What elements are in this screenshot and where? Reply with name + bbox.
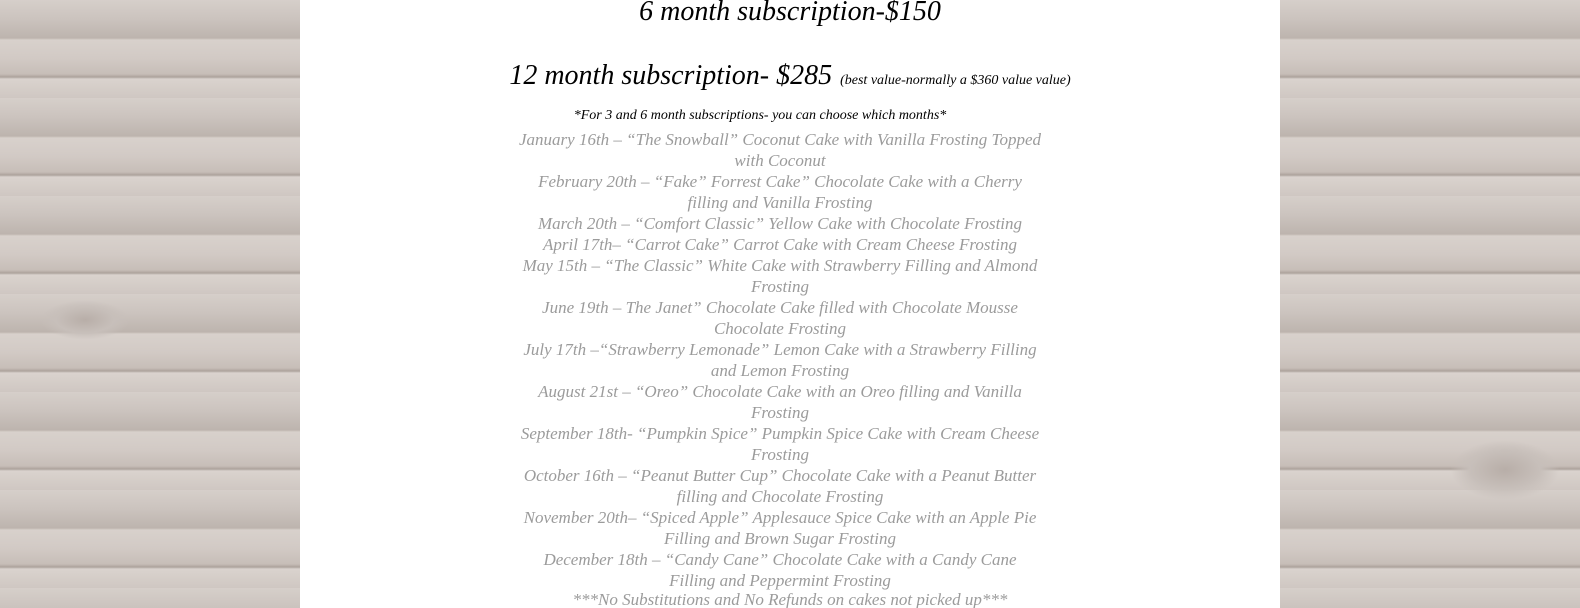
month-cake-line: January 16th – “The Snowball” Coconut Cake with Vanilla Frosting Topped [519, 130, 1041, 149]
month-cake-line-continued: filling and Vanilla Frosting [687, 193, 873, 212]
month-cake-line: April 17th– “Carrot Cake” Carrot Cake with Cream Cheese Frosting [543, 235, 1017, 254]
six-month-subscription: 6 month subscription-$150 [639, 0, 941, 27]
wood-background-left [0, 0, 300, 608]
month-cake-item [505, 171, 1055, 213]
month-cake-line-continued: Filling and Brown Sugar Frosting [663, 529, 897, 548]
month-cake-line-continued: Frosting [751, 445, 809, 464]
month-cake-line: June 19th – The Janet” Chocolate Cake filled with Chocolate Mousse [542, 298, 1018, 317]
monthly-cake-list [505, 129, 1055, 591]
month-cake-line: November 20th– “Spiced Apple” Applesauce Spice Cake with an Apple Pie [523, 508, 1037, 527]
month-cake-line-continued: Frosting [751, 403, 809, 422]
month-cake-line-continued: with Coconut [734, 151, 826, 170]
month-cake-line: February 20th – “Fake” Forrest Cake” Chocolate Cake with a Cherry [538, 172, 1022, 191]
month-cake-line-continued: Filling and Peppermint Frosting [669, 571, 891, 590]
best-value-note: (best value-normally a $360 value value) [840, 73, 1071, 88]
no-refunds-note: ***No Substitutions and No Refunds on cakes not picked up*** [572, 590, 1008, 608]
month-cake-item [505, 339, 1055, 381]
month-cake-line-continued: Frosting [751, 277, 809, 296]
twelve-month-subscription: 12 month subscription- $285 [509, 60, 833, 91]
month-cake-line-continued: and Lemon Frosting [710, 361, 850, 380]
month-cake-item [505, 234, 1055, 255]
content-panel [300, 0, 1280, 608]
month-cake-line: October 16th – “Peanut Butter Cup” Chocolate Cake with a Peanut Butter [523, 466, 1037, 485]
wood-background-right [1280, 0, 1580, 608]
month-cake-item [505, 255, 1055, 297]
month-cake-line: May 15th – “The Classic” White Cake with Strawberry Filling and Almond [522, 256, 1038, 275]
month-cake-line: March 20th – “Comfort Classic” Yellow Cake with Chocolate Frosting [537, 214, 1023, 233]
month-cake-line: August 21st – “Oreo” Chocolate Cake with an Oreo filling and Vanilla [538, 382, 1022, 401]
month-cake-line-continued: filling and Chocolate Frosting [676, 487, 884, 506]
wood-knot [1450, 440, 1560, 500]
month-cake-line: September 18th- “Pumpkin Spice” Pumpkin Spice Cake with Cream Cheese [520, 424, 1040, 443]
month-cake-item [505, 213, 1055, 234]
choose-months-note: *For 3 and 6 month subscriptions- you can choose which months* [573, 108, 947, 123]
month-cake-line-continued: Chocolate Frosting [713, 319, 847, 338]
wood-knot [40, 300, 130, 340]
month-cake-item [505, 423, 1055, 465]
month-cake-item [505, 465, 1055, 507]
twelve-month-subscription-row [300, 60, 1280, 92]
month-cake-item [505, 507, 1055, 549]
month-cake-item [505, 297, 1055, 339]
month-cake-item [505, 549, 1055, 591]
month-cake-item [505, 129, 1055, 171]
month-cake-line: December 18th – “Candy Cane” Chocolate Cake with a Candy Cane [543, 550, 1017, 569]
month-cake-item [505, 381, 1055, 423]
month-cake-line: July 17th –“Strawberry Lemonade” Lemon Cake with a Strawberry Filling [523, 340, 1037, 359]
